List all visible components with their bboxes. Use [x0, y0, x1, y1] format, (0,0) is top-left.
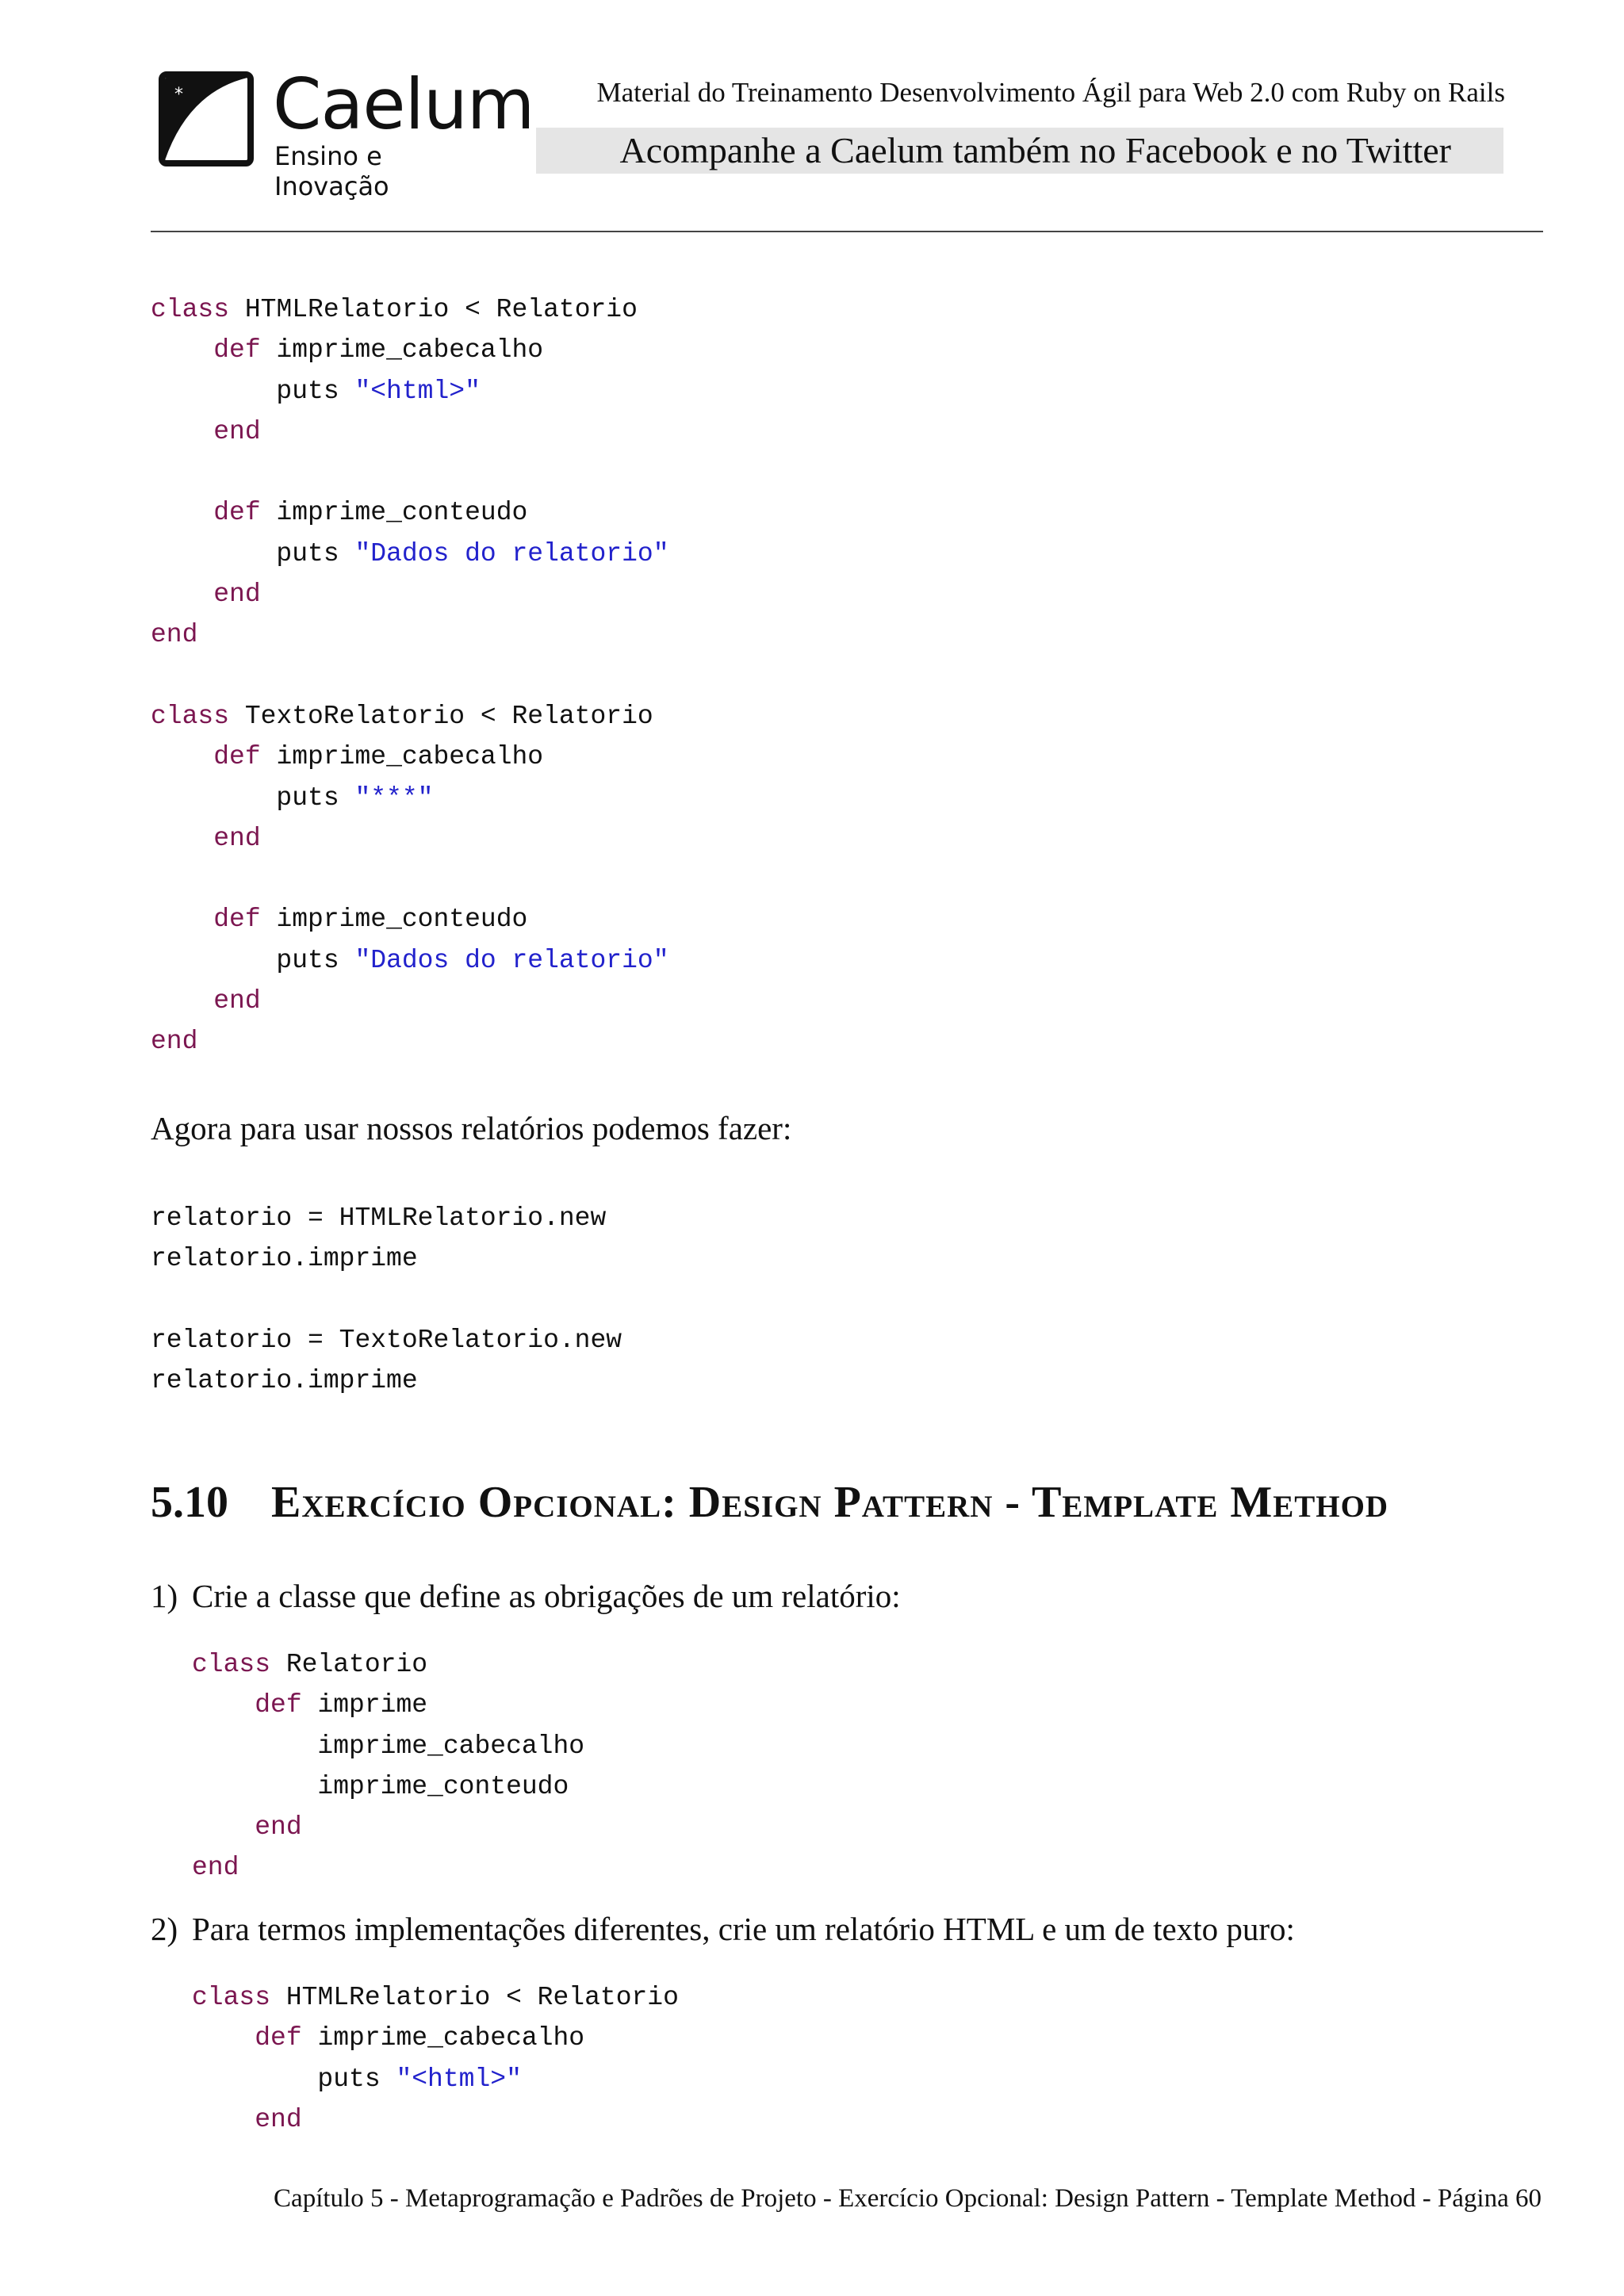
code-keyword: end [255, 2104, 302, 2134]
code-line [151, 742, 543, 771]
code-keyword: class [192, 1983, 271, 2012]
code-string: "<html>" [396, 2064, 522, 2094]
code-text: Relatorio [270, 1650, 428, 1679]
code-text: imprime_conteudo [260, 905, 528, 935]
code-text: puts [151, 945, 355, 975]
code-line [192, 2105, 302, 2134]
header-social-banner [536, 128, 1503, 174]
list-item-text: Para termos implementações diferentes, crie um relatório HTML e um de texto puro: [192, 1911, 1295, 1947]
code-text [151, 580, 213, 609]
code-line [151, 1027, 197, 1056]
code-text [151, 742, 213, 771]
code-line [151, 1326, 622, 1355]
code-line [151, 1244, 418, 1273]
header-material-title: Material do Treinamento Desenvolvimento Ágil para Web 2.0 com Ruby on Rails [596, 77, 1505, 108]
caelum-logo [155, 63, 534, 201]
code-line [151, 905, 527, 934]
code-text [192, 2105, 255, 2134]
code-text: imprime_cabecalho [192, 1731, 585, 1761]
list-item-number: 1) [151, 1578, 178, 1614]
code-line [151, 702, 653, 731]
code-line [192, 1772, 569, 1801]
code-text [151, 335, 213, 365]
code-line [192, 2023, 584, 2053]
code-line [151, 580, 261, 609]
code-keyword: end [213, 416, 261, 446]
code-line [151, 539, 669, 568]
list-item [151, 1577, 901, 1615]
code-block-report-classes [151, 289, 669, 1062]
code-text: relatorio.imprime [151, 1244, 418, 1274]
code-line [151, 824, 261, 853]
code-line [151, 946, 669, 975]
logo-mark-icon [159, 71, 254, 166]
code-text [151, 905, 213, 934]
code-text: TextoRelatorio < Relatorio [229, 701, 653, 731]
code-line [151, 620, 197, 649]
code-text [192, 2023, 255, 2053]
svg-text:*: * [174, 85, 183, 105]
code-text [192, 1690, 255, 1720]
code-line [151, 498, 527, 527]
code-string: "Dados do relatorio" [354, 538, 669, 568]
code-text: relatorio = TextoRelatorio.new [151, 1325, 622, 1355]
code-block-relatorio-class [192, 1644, 584, 1888]
section-number: 5.10 [151, 1478, 228, 1527]
code-text: imprime_cabecalho [260, 335, 544, 365]
code-line [192, 1732, 584, 1761]
code-text [192, 1812, 255, 1842]
code-line [151, 417, 261, 446]
code-line [151, 986, 261, 1016]
code-line [151, 1366, 418, 1395]
code-text: imprime_cabecalho [301, 2023, 585, 2053]
code-keyword: def [213, 335, 261, 365]
code-keyword: class [151, 295, 230, 324]
code-keyword: def [255, 1690, 302, 1720]
code-text [151, 498, 213, 527]
code-line [151, 1203, 606, 1233]
body-paragraph: Agora para usar nossos relatórios podemos fazer: [151, 1110, 792, 1146]
code-text: relatorio = HTMLRelatorio.new [151, 1203, 607, 1233]
section-title: Exercício Opcional: Design Pattern - Template Method [271, 1478, 1389, 1527]
logo-name: Caelum [273, 63, 534, 145]
code-line [151, 783, 433, 813]
code-text: HTMLRelatorio < Relatorio [270, 1983, 679, 2012]
code-text [151, 986, 213, 1016]
code-text: imprime_conteudo [192, 1771, 569, 1801]
code-keyword: def [213, 498, 261, 528]
code-keyword: end [192, 1853, 239, 1883]
code-line [192, 2064, 522, 2094]
code-keyword: def [255, 2023, 302, 2053]
code-keyword: def [213, 742, 261, 772]
code-keyword: end [255, 1812, 302, 1843]
code-text: puts [192, 2064, 396, 2094]
code-line [151, 377, 481, 406]
code-keyword: end [213, 823, 261, 853]
code-keyword: end [213, 986, 261, 1016]
code-text: imprime [301, 1690, 428, 1720]
list-item-number: 2) [151, 1911, 178, 1947]
code-keyword: end [151, 620, 198, 650]
header-social-banner-text: Acompanhe a Caelum também no Facebook e no Twitter [619, 130, 1451, 170]
code-keyword: def [213, 905, 261, 935]
code-string: "***" [354, 783, 434, 813]
code-line [192, 1650, 427, 1679]
page-footer: Capítulo 5 - Metaprogramação e Padrões de Projeto - Exercício Opcional: Design Pattern - Template Method - Página 60 [274, 2184, 1542, 2213]
code-text [151, 824, 213, 853]
section-heading [151, 1477, 1388, 1528]
code-keyword: end [213, 580, 261, 610]
header-divider [151, 231, 1543, 232]
code-text: imprime_conteudo [260, 498, 528, 528]
code-line [151, 335, 543, 365]
code-string: "Dados do relatorio" [354, 945, 669, 975]
list-item-text: Crie a classe que define as obrigações de um relatório: [192, 1578, 901, 1614]
code-text: HTMLRelatorio < Relatorio [229, 295, 638, 324]
code-text: puts [151, 538, 355, 568]
code-keyword: class [151, 701, 230, 731]
code-text: imprime_cabecalho [260, 742, 544, 772]
logo-tagline: Ensino e Inovação [274, 141, 389, 201]
code-block-usage [151, 1198, 622, 1401]
code-line [192, 1853, 239, 1882]
code-text: puts [151, 783, 355, 813]
code-block-html-relatorio [192, 1977, 679, 2140]
code-keyword: end [151, 1027, 198, 1057]
code-keyword: class [192, 1650, 271, 1679]
code-line [192, 1690, 427, 1720]
code-line [192, 1812, 302, 1842]
code-line [192, 1983, 679, 2012]
code-line [151, 295, 638, 324]
code-text: puts [151, 376, 355, 406]
code-text: relatorio.imprime [151, 1366, 418, 1396]
code-string: "<html>" [354, 376, 481, 406]
list-item [151, 1910, 1295, 1948]
code-text [151, 417, 213, 446]
